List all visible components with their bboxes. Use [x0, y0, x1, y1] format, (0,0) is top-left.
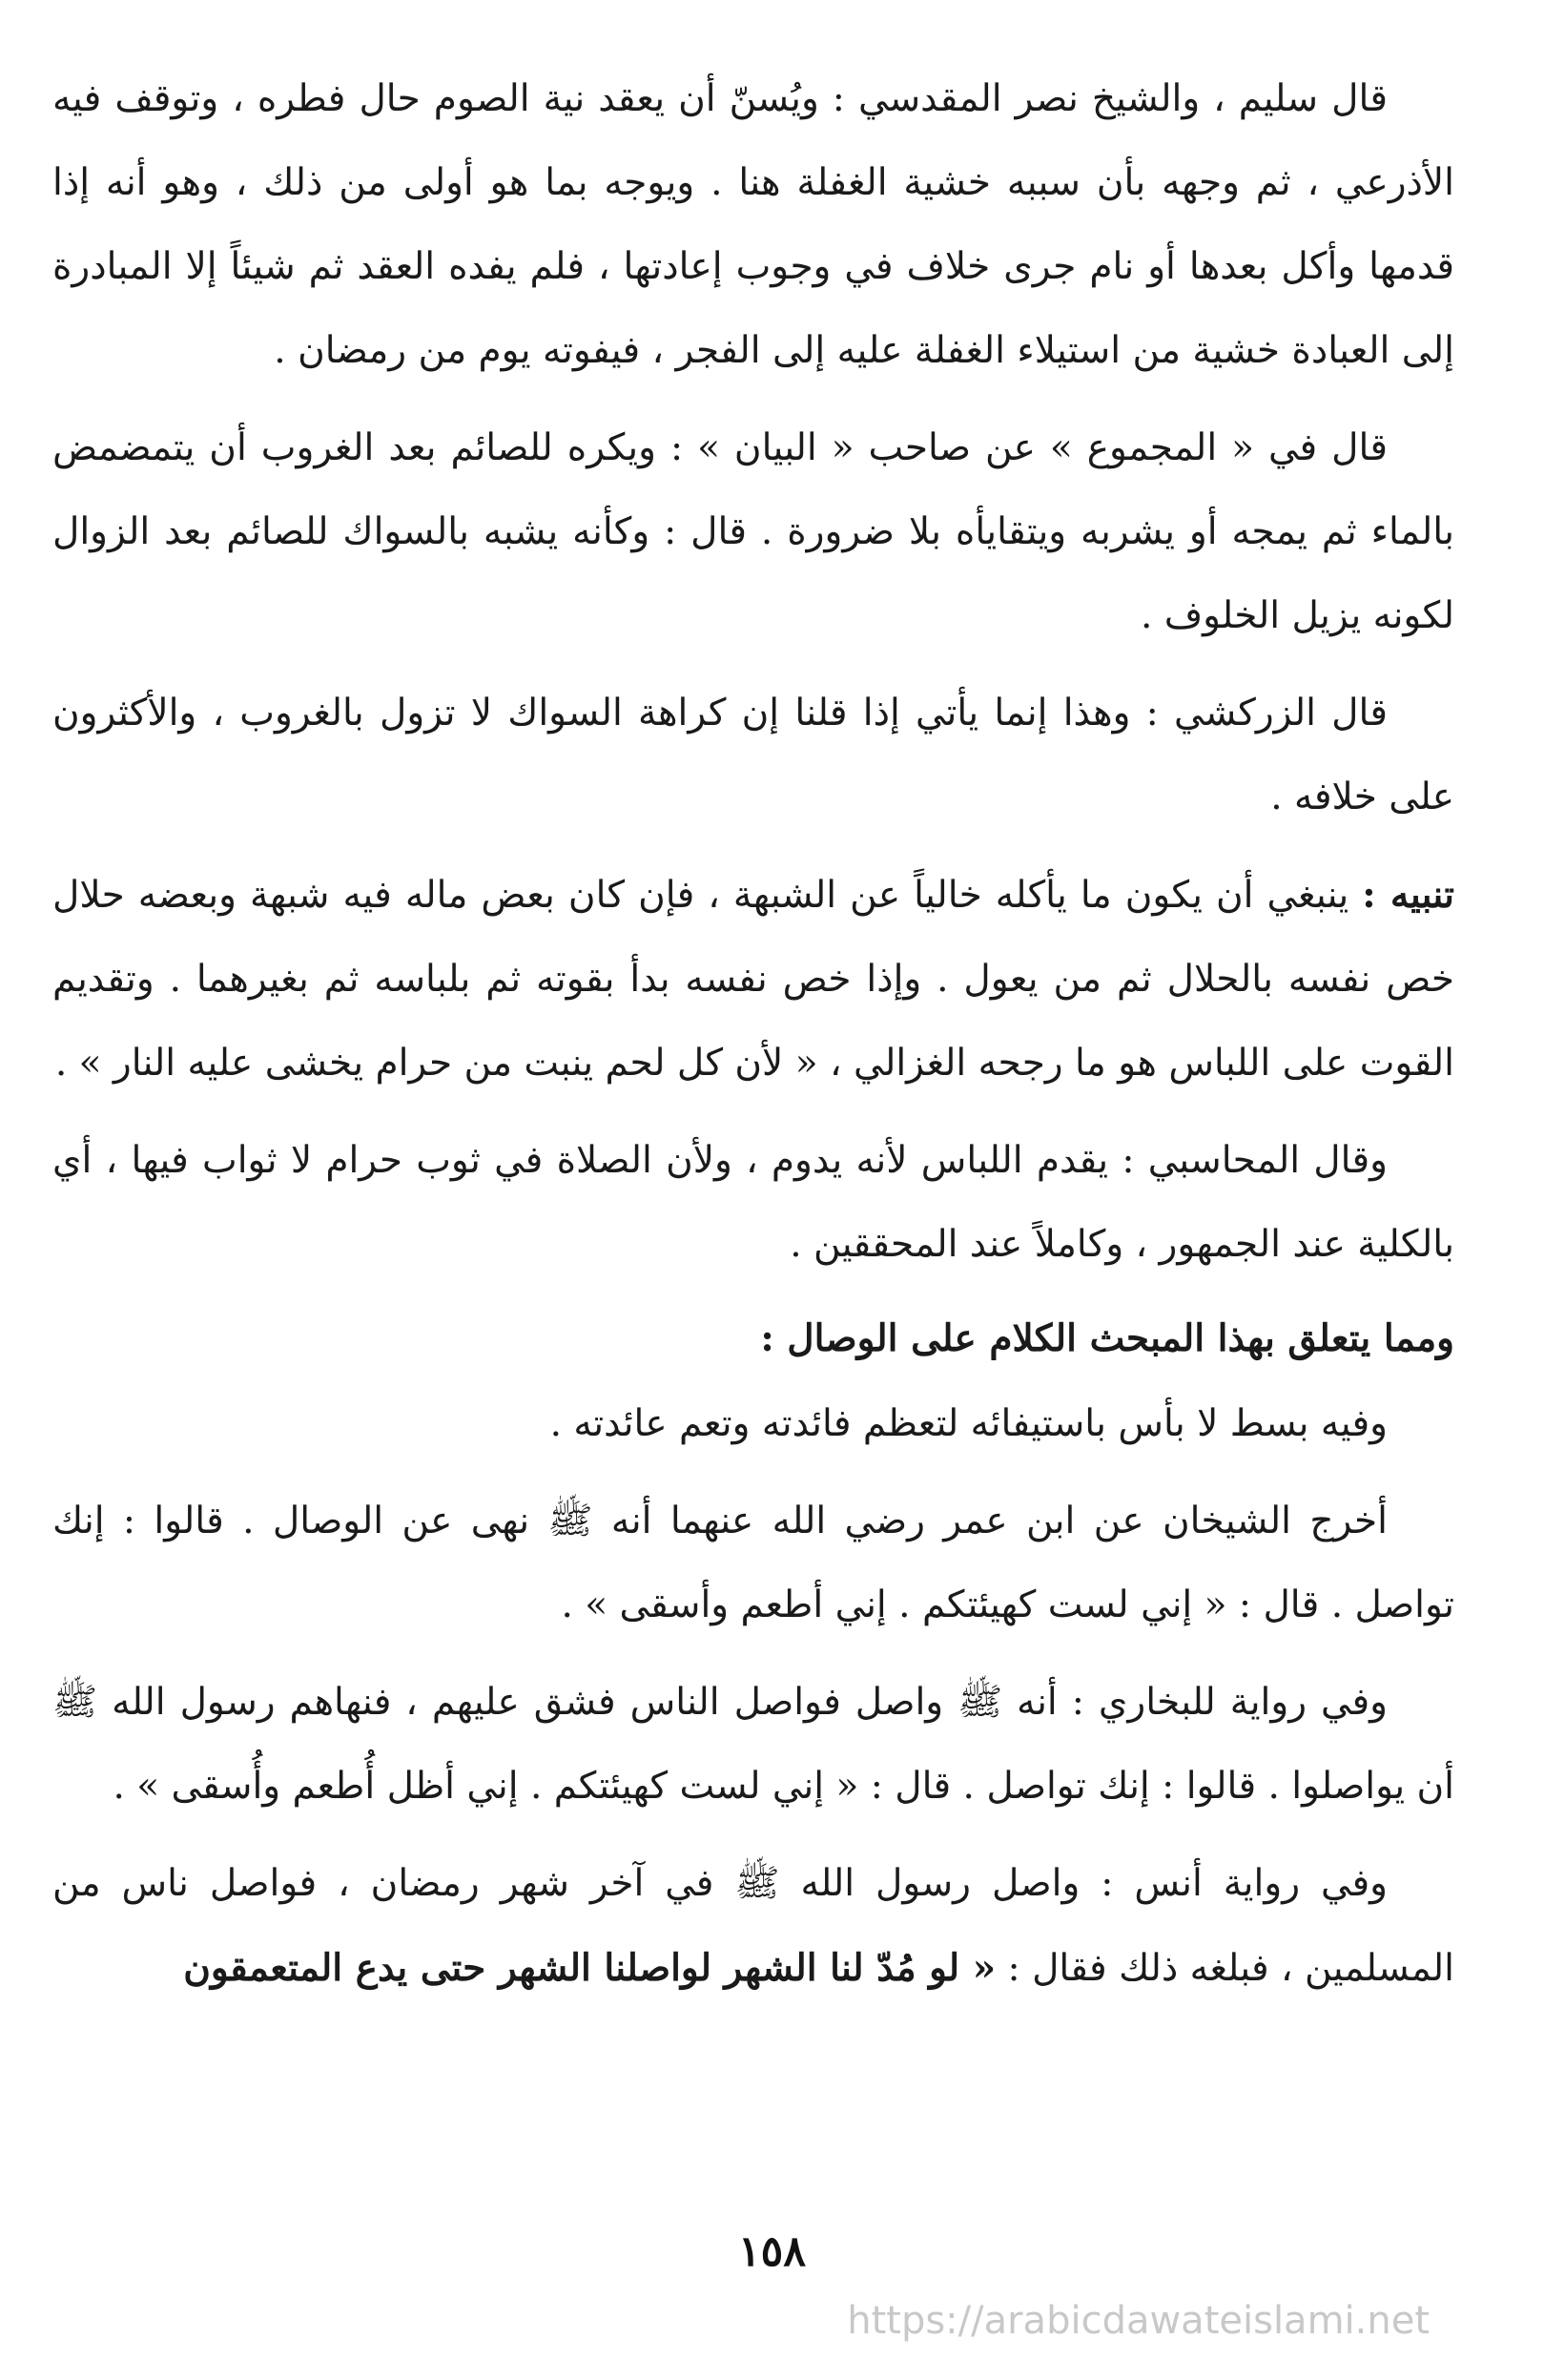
tanbih-text: ينبغي أن يكون ما يأكله خالياً عن الشبهة ، فإن كان بعض ماله فيه شبهة وبعضه حلال خص نفسه بالحلال ثم من يعول . وإذا خص نفسه بدأ بقوته ثم بلباسه ثم بغيرهما . وتقديم القوت على اللباس هو ما رجحه الغزالي ، « لأن كل لحم ينبت من حرام يخشى عليه النار » .	[52, 874, 1454, 1085]
paragraph-text: أخرج الشيخان عن ابن عمر رضي الله عنهما أنه ﷺ نهى عن الوصال . قالوا : إنك تواصل . قال : « إني لست كهيئتكم . إني أطعم وأسقى » .	[52, 1500, 1454, 1626]
paragraph-bukhari-narration	[52, 1661, 1454, 1829]
page-body	[52, 57, 1454, 2024]
paragraph-text: وقال المحاسبي : يقدم اللباس لأنه يدوم ، ولأن الصلاة في ثوب حرام لا ثواب فيها ، أي بالكلية عند الجمهور ، وكاملاً عند المحققين .	[52, 1139, 1454, 1266]
paragraph-text: قال سليم ، والشيخ نصر المقدسي : ويُسنّ أن يعقد نية الصوم حال فطره ، وتوقف فيه الأذرعي ، ثم وجهه بأن سببه خشية الغفلة هنا . ويوجه بما هو أولى من ذلك ، وهو أنه إذا قدمها وأكل بعدها أو نام جرى خلاف في وجوب إعادتها ، فلم يفده العقد ثم شيئاً إلا المبادرة إلى العبادة خشية من استيلاء الغفلة عليه إلى الفجر ، فيفوته يوم من رمضان .	[52, 77, 1454, 372]
section-heading: ومما يتعلق بهذا المبحث الكلام على الوصال :	[760, 1316, 1454, 1360]
paragraph-ibn-umar-hadith	[52, 1480, 1454, 1647]
anas-text: وفي رواية أنس : واصل رسول الله ﷺ في آخر شهر رمضان ، فواصل ناس من المسلمين ، فبلغه ذلك فقال :	[52, 1862, 1454, 1990]
paragraph-text: وفي رواية للبخاري : أنه ﷺ واصل فواصل الناس فشق عليهم ، فنهاهم رسول الله ﷺ أن يواصلوا . قالوا : إنك تواصل . قال : « إني لست كهيئتكم . إني أظل أُطعم وأُسقى » .	[52, 1681, 1454, 1808]
paragraph-anas-narration	[52, 1842, 1454, 2011]
paragraph-wisal-intro	[52, 1382, 1454, 1466]
watermark-url: https://arabicdawateislami.net	[847, 2299, 1430, 2343]
paragraph-majmu-quote	[52, 406, 1454, 658]
page-number: ١٥٨	[738, 2227, 806, 2276]
paragraph-tanbih	[52, 853, 1454, 1106]
paragraph-zarkashi	[52, 672, 1454, 839]
paragraph-muhasibi	[52, 1119, 1454, 1287]
paragraph-fitr-intention	[52, 57, 1454, 393]
anas-quote-bold: « لو مُدّ لنا الشهر لواصلنا الشهر حتى يدع المتعمقون	[183, 1946, 997, 1990]
tanbih-label: تنبيه :	[1362, 873, 1454, 917]
paragraph-text: وفيه بسط لا بأس باستيفائه لتعظم فائدته وتعم عائدته .	[549, 1402, 1388, 1445]
paragraph-text: قال الزركشي : وهذا إنما يأتي إذا قلنا إن كراهة السواك لا تزول بالغروب ، والأكثرون على خلافه .	[52, 692, 1454, 818]
paragraph-text: قال في « المجموع » عن صاحب « البيان » : ويكره للصائم بعد الغروب أن يتمضمض بالماء ثم يمجه أو يشربه ويتقايأه بلا ضرورة . قال : وكأنه يشبه بالسواك للصائم بعد الزوال لكونه يزيل الخلوف .	[52, 426, 1454, 637]
